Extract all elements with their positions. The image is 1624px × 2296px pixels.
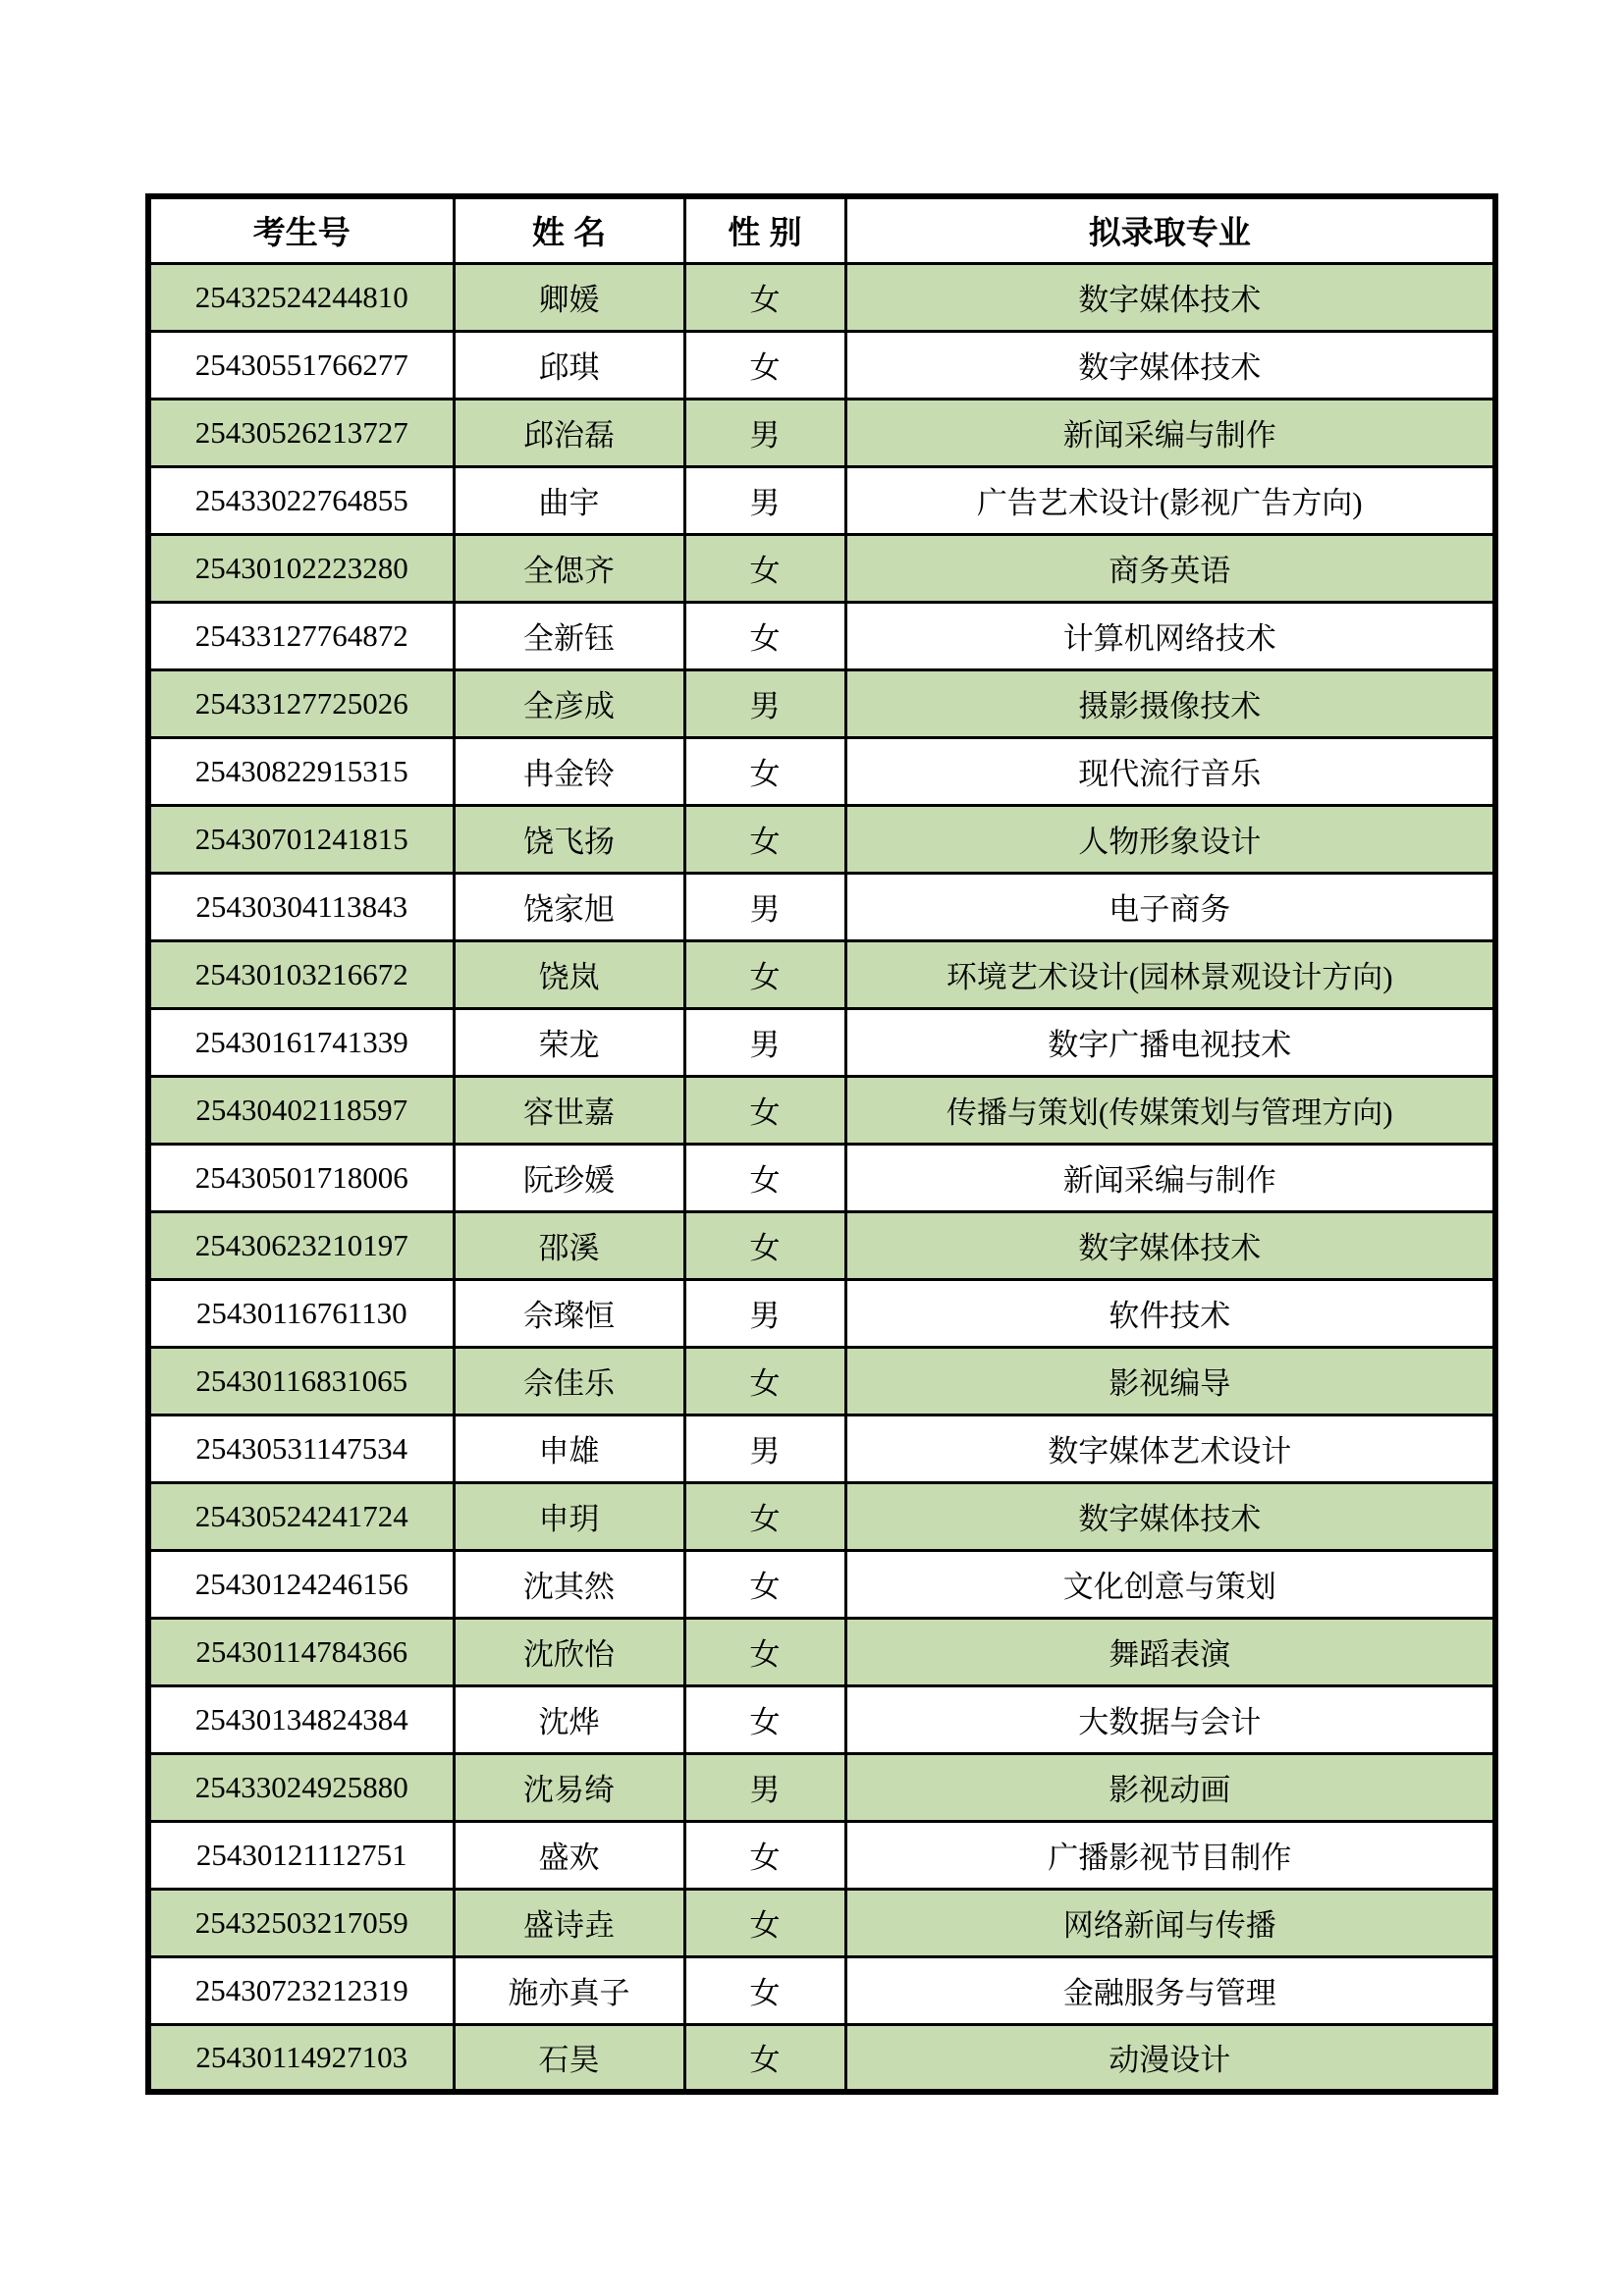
cell-exam-id: 25430134824384	[148, 1685, 454, 1753]
cell-exam-id: 25433024925880	[148, 1753, 454, 1821]
cell-exam-id: 25430114784366	[148, 1618, 454, 1685]
cell-exam-id: 25432524244810	[148, 263, 454, 331]
cell-name: 饶岚	[454, 940, 684, 1008]
table-row	[148, 940, 1495, 1008]
cell-gender: 女	[684, 602, 845, 669]
cell-major: 商务英语	[845, 534, 1495, 602]
table-row	[148, 1347, 1495, 1415]
cell-gender: 女	[684, 1482, 845, 1550]
cell-exam-id: 25430526213727	[148, 399, 454, 466]
cell-exam-id: 25430551766277	[148, 331, 454, 399]
cell-major: 金融服务与管理	[845, 1956, 1495, 2024]
cell-exam-id: 25432503217059	[148, 1889, 454, 1956]
cell-major: 数字媒体技术	[845, 331, 1495, 399]
cell-exam-id: 25430623210197	[148, 1211, 454, 1279]
cell-gender: 男	[684, 873, 845, 940]
cell-exam-id: 25430103216672	[148, 940, 454, 1008]
table-row	[148, 331, 1495, 399]
cell-name: 阮珍媛	[454, 1144, 684, 1211]
cell-gender: 女	[684, 2024, 845, 2092]
cell-gender: 女	[684, 1618, 845, 1685]
cell-gender: 女	[684, 1347, 845, 1415]
cell-gender: 女	[684, 940, 845, 1008]
cell-exam-id: 25430723212319	[148, 1956, 454, 2024]
cell-gender: 女	[684, 1550, 845, 1618]
cell-major: 影视编导	[845, 1347, 1495, 1415]
cell-gender: 女	[684, 1685, 845, 1753]
cell-exam-id: 25430531147534	[148, 1415, 454, 1482]
cell-major: 摄影摄像技术	[845, 669, 1495, 737]
table-row	[148, 737, 1495, 805]
cell-major: 舞蹈表演	[845, 1618, 1495, 1685]
cell-gender: 男	[684, 1415, 845, 1482]
cell-gender: 男	[684, 466, 845, 534]
cell-name: 佘璨恒	[454, 1279, 684, 1347]
cell-gender: 女	[684, 331, 845, 399]
cell-exam-id: 25430304113843	[148, 873, 454, 940]
cell-major: 新闻采编与制作	[845, 399, 1495, 466]
cell-gender: 男	[684, 1279, 845, 1347]
cell-exam-id: 25433127764872	[148, 602, 454, 669]
cell-exam-id: 25433022764855	[148, 466, 454, 534]
table-row	[148, 534, 1495, 602]
table-row	[148, 1144, 1495, 1211]
cell-major: 文化创意与策划	[845, 1550, 1495, 1618]
cell-exam-id: 25430114927103	[148, 2024, 454, 2092]
cell-major: 数字广播电视技术	[845, 1008, 1495, 1076]
cell-name: 沈易绮	[454, 1753, 684, 1821]
header-name: 姓 名	[454, 196, 684, 263]
cell-name: 石昊	[454, 2024, 684, 2092]
cell-exam-id: 25430701241815	[148, 805, 454, 873]
cell-name: 沈欣怡	[454, 1618, 684, 1685]
cell-name: 申玥	[454, 1482, 684, 1550]
cell-exam-id: 25430124246156	[148, 1550, 454, 1618]
cell-gender: 女	[684, 263, 845, 331]
table-row	[148, 399, 1495, 466]
table-row	[148, 1008, 1495, 1076]
cell-major: 动漫设计	[845, 2024, 1495, 2092]
table-row	[148, 1279, 1495, 1347]
table-row	[148, 873, 1495, 940]
header-row	[148, 196, 1495, 263]
cell-gender: 男	[684, 1008, 845, 1076]
cell-name: 沈烨	[454, 1685, 684, 1753]
cell-major: 网络新闻与传播	[845, 1889, 1495, 1956]
cell-exam-id: 25430102223280	[148, 534, 454, 602]
table-row	[148, 466, 1495, 534]
cell-gender: 女	[684, 805, 845, 873]
table-row	[148, 263, 1495, 331]
cell-major: 数字媒体技术	[845, 1482, 1495, 1550]
table-row	[148, 1685, 1495, 1753]
cell-gender: 女	[684, 737, 845, 805]
cell-gender: 女	[684, 534, 845, 602]
cell-exam-id: 25430402118597	[148, 1076, 454, 1144]
cell-name: 全彦成	[454, 669, 684, 737]
header-exam-id: 考生号	[148, 196, 454, 263]
table-row	[148, 2024, 1495, 2092]
cell-name: 饶飞扬	[454, 805, 684, 873]
cell-gender: 男	[684, 1753, 845, 1821]
cell-name: 全偲齐	[454, 534, 684, 602]
table-header	[148, 196, 1495, 263]
cell-gender: 女	[684, 1076, 845, 1144]
cell-gender: 女	[684, 1821, 845, 1889]
cell-exam-id: 25430501718006	[148, 1144, 454, 1211]
cell-gender: 男	[684, 669, 845, 737]
cell-name: 邱治磊	[454, 399, 684, 466]
table-row	[148, 805, 1495, 873]
cell-name: 曲宇	[454, 466, 684, 534]
cell-name: 施亦真子	[454, 1956, 684, 2024]
table-row	[148, 1550, 1495, 1618]
cell-major: 数字媒体技术	[845, 263, 1495, 331]
cell-name: 沈其然	[454, 1550, 684, 1618]
cell-exam-id: 25430524241724	[148, 1482, 454, 1550]
cell-gender: 男	[684, 399, 845, 466]
cell-major: 广告艺术设计(影视广告方向)	[845, 466, 1495, 534]
table-row	[148, 1753, 1495, 1821]
cell-gender: 女	[684, 1956, 845, 2024]
cell-major: 大数据与会计	[845, 1685, 1495, 1753]
admission-table	[145, 193, 1498, 2095]
cell-gender: 女	[684, 1889, 845, 1956]
cell-major: 数字媒体艺术设计	[845, 1415, 1495, 1482]
cell-exam-id: 25430161741339	[148, 1008, 454, 1076]
cell-name: 荣龙	[454, 1008, 684, 1076]
cell-name: 全新钰	[454, 602, 684, 669]
cell-exam-id: 25430116761130	[148, 1279, 454, 1347]
table-body	[148, 263, 1495, 2092]
table-row	[148, 1211, 1495, 1279]
cell-major: 人物形象设计	[845, 805, 1495, 873]
cell-major: 新闻采编与制作	[845, 1144, 1495, 1211]
cell-name: 邵溪	[454, 1211, 684, 1279]
cell-major: 传播与策划(传媒策划与管理方向)	[845, 1076, 1495, 1144]
cell-name: 容世嘉	[454, 1076, 684, 1144]
cell-name: 佘佳乐	[454, 1347, 684, 1415]
table-row	[148, 1956, 1495, 2024]
table-row	[148, 602, 1495, 669]
cell-major: 广播影视节目制作	[845, 1821, 1495, 1889]
table-row	[148, 1415, 1495, 1482]
cell-name: 盛欢	[454, 1821, 684, 1889]
cell-name: 盛诗垚	[454, 1889, 684, 1956]
cell-major: 现代流行音乐	[845, 737, 1495, 805]
table-row	[148, 1482, 1495, 1550]
table-row	[148, 1076, 1495, 1144]
cell-name: 冉金铃	[454, 737, 684, 805]
cell-exam-id: 25430822915315	[148, 737, 454, 805]
cell-exam-id: 25430116831065	[148, 1347, 454, 1415]
table-row	[148, 1821, 1495, 1889]
table-row	[148, 1889, 1495, 1956]
cell-major: 数字媒体技术	[845, 1211, 1495, 1279]
header-gender: 性 别	[684, 196, 845, 263]
cell-major: 软件技术	[845, 1279, 1495, 1347]
cell-gender: 女	[684, 1144, 845, 1211]
table-row	[148, 669, 1495, 737]
cell-exam-id: 25433127725026	[148, 669, 454, 737]
table-row	[148, 1618, 1495, 1685]
cell-name: 饶家旭	[454, 873, 684, 940]
cell-major: 影视动画	[845, 1753, 1495, 1821]
cell-major: 计算机网络技术	[845, 602, 1495, 669]
header-major: 拟录取专业	[845, 196, 1495, 263]
cell-major: 环境艺术设计(园林景观设计方向)	[845, 940, 1495, 1008]
cell-major: 电子商务	[845, 873, 1495, 940]
cell-gender: 女	[684, 1211, 845, 1279]
cell-exam-id: 25430121112751	[148, 1821, 454, 1889]
cell-name: 卿媛	[454, 263, 684, 331]
cell-name: 申雄	[454, 1415, 684, 1482]
cell-name: 邱琪	[454, 331, 684, 399]
